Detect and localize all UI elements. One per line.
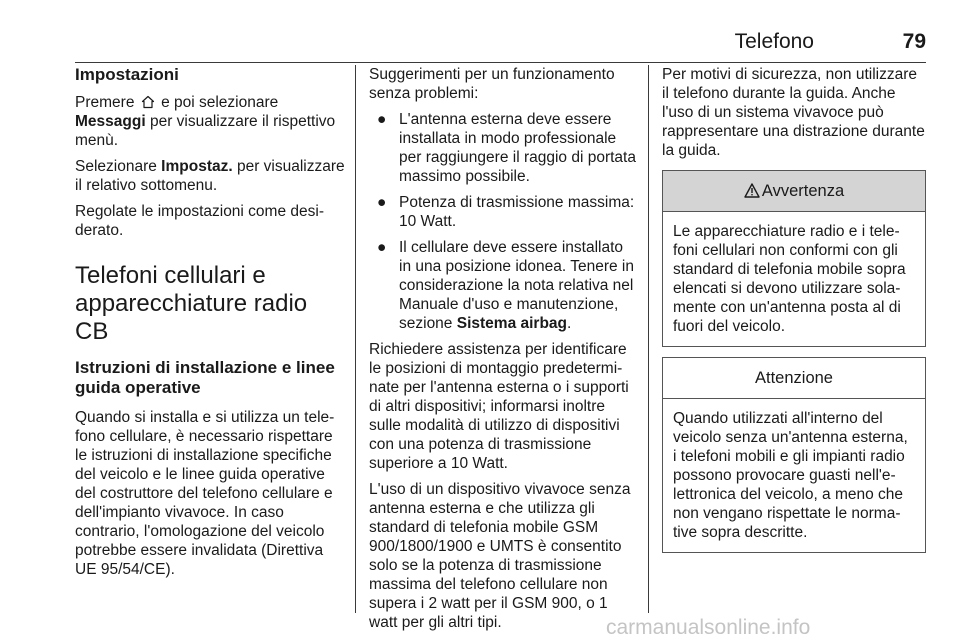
text: per visualizzare il rispettivo menù. bbox=[75, 113, 336, 149]
column-1 bbox=[75, 65, 347, 586]
column-3 bbox=[662, 65, 926, 553]
paragraph-installation: Quando si installa e si utilizza un telefono cellulare, è necessario rispettare le istruzioni di installazione specifiche del veicolo e le linee guida operative del costruttore del telefono cellulare e dell'impianto vivavoce. In caso contrario, l'omologazione del veicolo potrebbe essere invalidata (Direttiva UE 95/54/CE). bbox=[75, 409, 335, 578]
tips-list bbox=[369, 110, 639, 333]
header-title: Telefono bbox=[734, 30, 814, 53]
paragraph-messages bbox=[75, 93, 347, 150]
heading-settings: Impostazioni bbox=[75, 65, 179, 84]
paragraph-settings bbox=[75, 157, 347, 195]
watermark: carmanualsonline.info bbox=[606, 616, 811, 639]
page-header bbox=[75, 22, 926, 63]
paragraph-adjust: Regolate le impostazioni come desiderato. bbox=[75, 203, 324, 239]
warning-header bbox=[663, 171, 925, 212]
list-item bbox=[369, 238, 639, 333]
column-divider-1 bbox=[355, 65, 356, 613]
home-icon bbox=[141, 95, 155, 109]
warning-title: Avvertenza bbox=[761, 182, 845, 200]
bullet: ● bbox=[377, 111, 387, 128]
list-item bbox=[369, 110, 639, 186]
text: Premere bbox=[75, 94, 135, 111]
bullet: ● bbox=[377, 239, 387, 256]
text: Potenza di trasmissione massima: 10 Watt. bbox=[399, 194, 635, 230]
list-item bbox=[369, 193, 639, 231]
paragraph-gsm: L'uso di un dispositivo vivavoce senza antenna esterna e che utilizza gli standard di telefonia mobile GSM 900/1800/1900 e UMTS è consentito solo se la potenza di trasmissione massima del telefono cellulare non supera i 2 watt per il GSM 900, o 1 watt per gli altri tipi. bbox=[369, 481, 631, 631]
caution-box bbox=[662, 357, 926, 553]
page-number: 79 bbox=[902, 30, 926, 53]
caution-header bbox=[663, 358, 925, 399]
text: Il cellulare deve essere installato in una posizione idonea. Tenere in considerazione la nota relativa nel Manuale d'uso e manutenzione, sezione bbox=[399, 239, 634, 332]
text: L'antenna esterna deve essere installata in modo professionale per raggiungere il raggio di portata massimo possibile. bbox=[399, 111, 636, 185]
text: e poi selezionare bbox=[161, 94, 279, 111]
caution-title: Attenzione bbox=[755, 369, 833, 387]
column-divider-2 bbox=[648, 65, 649, 613]
warning-text: Le apparecchiature radio e i telefoni cellulari non conformi con gli standard di telefonia mobile sopra elencati si devono utilizzare solamente con un'antenna posta al di fuori del veicolo. bbox=[673, 223, 906, 335]
warning-box bbox=[662, 170, 926, 347]
text: . bbox=[567, 315, 572, 332]
paragraph-safety: Per motivi di sicurezza, non utilizzare il telefono durante la guida. Anche l'uso di un sistema vivavoce può rappresentare una distrazione durante la guida. bbox=[662, 66, 925, 159]
term-messaggi: Messaggi bbox=[75, 113, 146, 130]
column-2 bbox=[369, 65, 639, 639]
caution-text: Quando utilizzati all'interno del veicolo senza un'antenna esterna, i telefoni mobili e gli impianti radio possono provocare guasti nell'elettronica del veicolo, a meno che non vengano rispettate le normative sopra descritte. bbox=[673, 410, 908, 541]
term-sistema-airbag: Sistema airbag bbox=[456, 315, 568, 332]
subsection-title: Istruzioni di installazione e linee guida operative bbox=[75, 358, 335, 397]
paragraph-tips-intro: Suggerimenti per un funzionamento senza problemi: bbox=[369, 66, 615, 102]
bullet: ● bbox=[377, 194, 387, 211]
section-title: Telefoni cellulari e apparecchiature radio CB bbox=[75, 262, 308, 345]
text: Selezionare bbox=[75, 158, 157, 175]
paragraph-assistance: Richiedere assistenza per identificare le posizioni di montaggio predeterminate per l'antenna esterna o i supporti di altri dispositivi; informarsi inoltre sulle modalità di utilizzo di dispositivi con una potenza di trasmissione superiore a 10 Watt. bbox=[369, 341, 629, 472]
term-impostaz: Impostaz. bbox=[161, 158, 233, 175]
text: per visualizzare il relativo sottomenu. bbox=[75, 158, 345, 194]
warning-icon bbox=[744, 183, 760, 198]
